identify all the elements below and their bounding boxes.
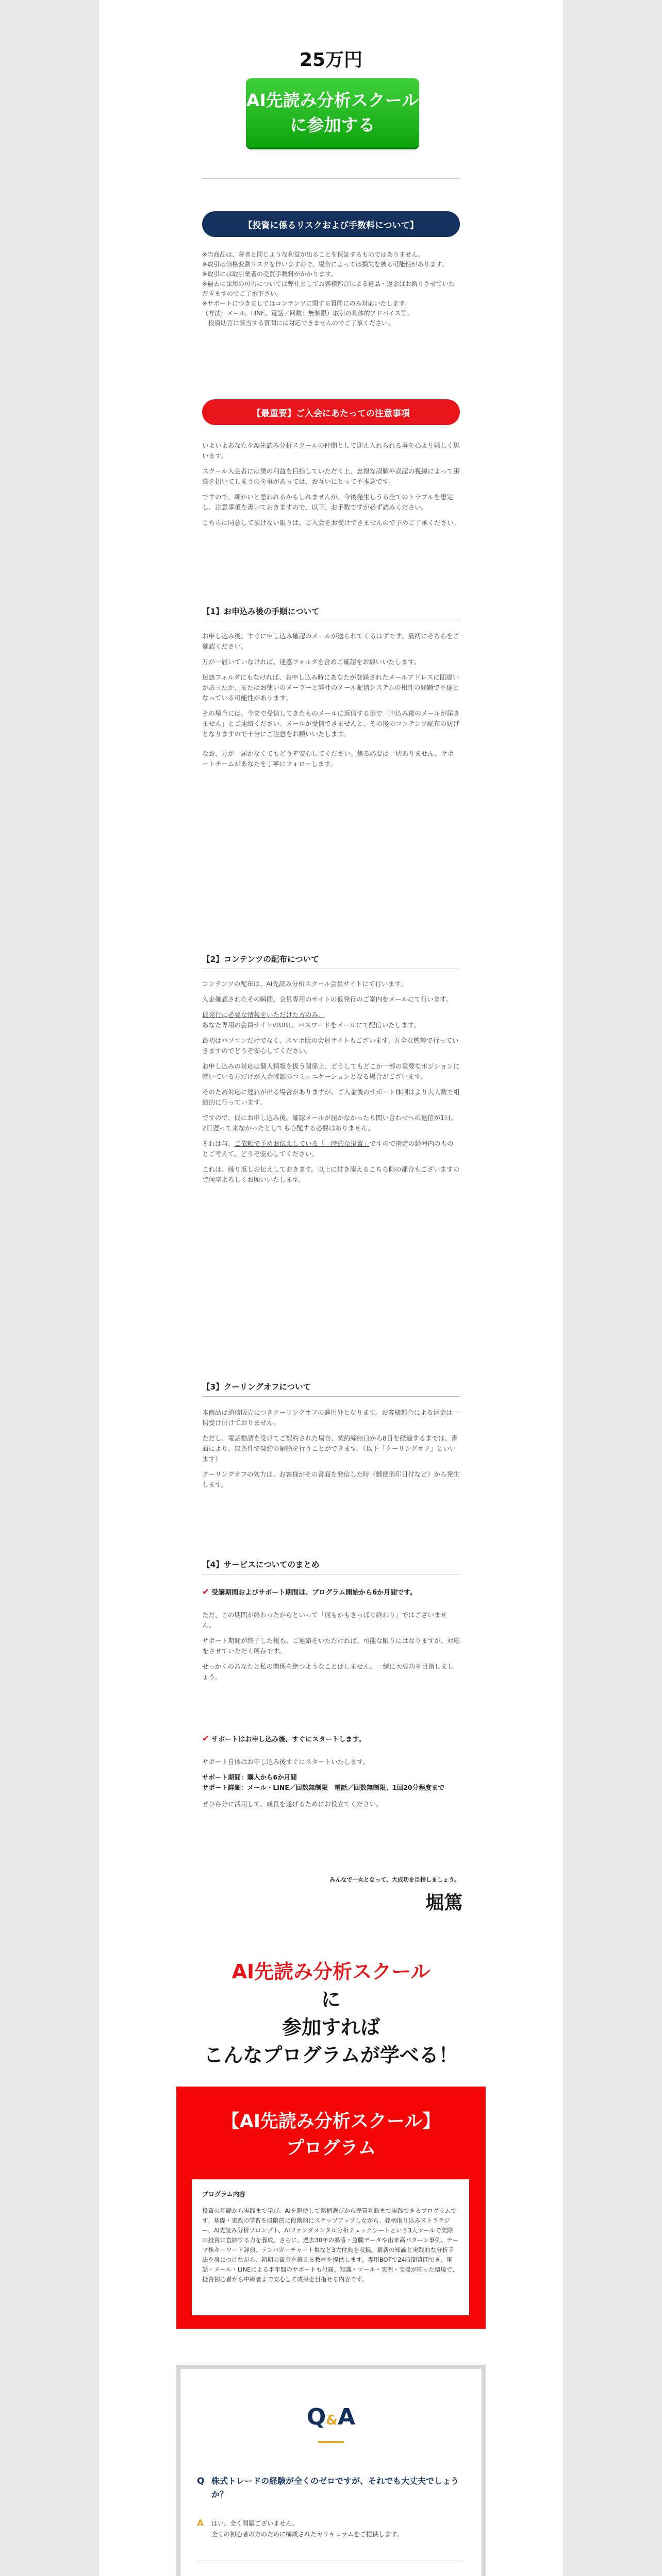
check-text: 受講期間およびサポート期間は、プログラム開始から6か月間です。 (211, 1589, 417, 1597)
section-2-text (202, 979, 460, 1190)
s3-para: 本商品は通信販売につきクーリングオフの適用外となります。お客様都合による返金は一切受け付けておりません。 (202, 1409, 459, 1427)
signature-line: みんなで一丸となって、大成功を目指しましょう。 (329, 1876, 460, 1883)
lead-line: こんなプログラムが学べる！ (204, 2044, 458, 2066)
s2-para: ですので、仮にお申し込み後、確認メールが届かなかったり問い合わせへの返信が1日、2日遅って来なかったとしても心配する必要はありません。 (202, 1114, 457, 1132)
check-item-period (202, 1587, 460, 1597)
signature-name: 堀篤 (425, 1892, 462, 1913)
s2-para: 最初はパソコンだけでなく、スマホ版の会員サイトもございます。万全な態勢で行っていきますのでどうぞ安心してください。 (202, 1037, 459, 1055)
risk-line: 投資助言に該当する質問には対応できませんのでご了承ください。 (208, 319, 394, 327)
s4-para: サポート期間が終了した後も、ご連絡をいただければ、可能な限りにはなりますが、対応をさせていただく所存です。 (202, 1637, 460, 1655)
notice-para: スクール入会者には僕の利益を目指していただく上、忠報な誤解や誤認の視線によって困惑を招いてしまうのを事があっては、お互いにとって不本意です。 (202, 467, 460, 485)
section-1-title: 【1】お申込み後の手順について (202, 605, 460, 621)
program-title: 【AI先読み分析スクール】 (221, 2111, 441, 2132)
sales-page (99, 0, 563, 2576)
s4-para: サポート自体はお申し込み後すぐにスタートいたします。 (202, 1758, 370, 1766)
question-icon (197, 2574, 204, 2576)
section-4-title: 【4】サービスについてのまとめ (202, 1558, 460, 1574)
faq-title-amp: & (326, 2413, 338, 2428)
risk-heading: 【投資に係るリスクおよび手数料について】 (202, 211, 460, 237)
lead-line: に (321, 1988, 341, 2011)
s2-para: コンテンツの配布は、AI先読み分析スクール会員サイトにて行います。 (202, 980, 407, 988)
lead-line: AI先読み分析スクール (231, 1960, 431, 1983)
section-4-text-1 (202, 1610, 460, 1687)
s2-para: あなた専用の会員サイトのURL、パスワードをメールにて配信いたします。 (202, 1021, 420, 1029)
faq-title-q: Q (306, 2404, 326, 2430)
risk-line: ※取引には取引業者の売買手数料がかかります。 (202, 270, 337, 278)
faq-answer (197, 2518, 465, 2540)
faq-section (176, 2365, 486, 2576)
s1-para: なお、万が一届かなくてもどうぞ安心してください。焦る必要は一切ありません。サポートチームがあなたを丁寧にフォローします。 (202, 750, 454, 768)
notice-para: ですので、細かいと思われるかもしれませんが、今後発生しうる全てのトラブルを想定し、注意事項を書いておきますので、以下、お手数ですが必ず読みください。 (202, 493, 453, 511)
faq-answer-text: はい、全く問題ございません。 全くの初心者の方のために構成されたカリキュラムをご提供します。 (211, 2520, 403, 2538)
check-icon: ✔ (202, 1734, 210, 1744)
s1-para: その場合には、今まで受信してきたものメールに返信する形で「申込み後のメールが届きません」とご連絡ください。メールが受信できませんと、その後のコンテンツ配布の妨げとなりますので十分にご注意をお願いいたします。 (202, 709, 460, 738)
question-icon: Q (197, 2476, 205, 2486)
s3-para: ただし、電話勧誘を受けてご契約された場合、契約締結日から8日を経過するまでは、書面により、無条件で契約の解除を行うことができます。（以下「クーリングオフ」といいます） (202, 1434, 458, 1463)
notice-text (202, 440, 460, 533)
program-box (176, 2087, 486, 2329)
s2-para: お申し込みの対応は個人情報を扱う関係上、どうしてもどこか一部の重要なポジションに就いている方だけが入金確認のコミュニケーションとなる場合がございます。 (202, 1062, 460, 1080)
s4-para: ぜひ存分に活用して、成長を遂げるためにお役立てください。 (202, 1800, 383, 1808)
s4-para: ただ、この期間が終わったからといって「何もかもきっぱり終わり」ではございません。 (202, 1611, 447, 1629)
cta-line2: に参加する (290, 115, 375, 135)
risk-line: ※当商品は、著者と同じような利益が出ることを保証するものではありません。 (202, 251, 424, 258)
program-content-card (192, 2179, 469, 2315)
risk-line: ※サポートにつきましてはコンテンツに関する質問にのみ対応いたします。 (202, 300, 411, 307)
support-detail: サポート詳細：メール・LINE／回数無制限 電話／回数無制限、1回20分程度まで (202, 1784, 444, 1791)
s2-text: ですので指定の範囲内のものとご考えて、どうぞ安心してください。 (202, 1140, 454, 1158)
lead-line: 参加すれば (282, 2016, 380, 2039)
faq-title-underline (318, 2441, 344, 2443)
notice-para: こちらに同意して頂けない限りは、ご入会をお受けできませんので予めご了承ください。 (202, 519, 460, 527)
risk-line: ※取引は価格変動リスクを伴いますので、場合によっては損失を被る可能性があります。 (202, 261, 448, 268)
faq-title (180, 2404, 482, 2430)
s2-para: 入金確認されたその瞬間、会員専用のサイトの仮発行のご案内をメールにて行います。 (202, 995, 453, 1003)
s3-para: クーリングオフの効力は、お客様がその書面を発信した時（郵便消印日付など）から発生します。 (202, 1470, 460, 1488)
s2-para: これは、縁り返しお伝えしておきます。以上に付き添えるこちら側の都合もございますので何卒よろしくお願いいたします。 (202, 1165, 460, 1183)
faq-question-text: 株式トレードの経験が全くのゼロですが、それでも大丈夫でしょうか？ (211, 2476, 459, 2499)
notice-heading: 【最重要】ご入会にあたっての注意事項 (202, 399, 460, 425)
section-4-text-2 (202, 1757, 460, 1815)
program-content: 投資の基礎から実践まで学び、AIを駆使して銘柄選びから売買判断まで実践できるプログラムです。基礎・実践の学習を段階的に段階的にステップアップしながら、銘柄取り込みストラテジー、AI先読み分析プロンプト、AIファンダメンタル分析チェックシートという3大ツールで実際の投資に直結する力を養成。さらに、過去30年の暴落・急騰データや出来高パターン事例、テーマ株キーワード辞典、テンバガーチャート集など3大付典を収録。最新の知識と実践的な分析手法を身につけながら、初期の資金を殺える教材を提供します。専用BOTで24時間質問でき、電話・メール・LINEによる半年間のサポートも付属。知識・ツール・実例・支援が揃った環境で、投資初心者から中級者まで安心して成果を目指せる内容です。 (202, 2207, 459, 2283)
faq-title-a: A (338, 2404, 356, 2430)
answer-icon: A (197, 2518, 204, 2529)
s2-underline: ご依頼で予めお伝えしている「一時的な措置」 (234, 1140, 370, 1147)
s1-para: 迷惑フォルダにもなければ、お申し込み時にあなたが登録されたメールアドレスに間違いがあったか、またはお使いのメーラーと弊社のメール配信システムの相性の問題で不達となっている可能性があります。 (202, 673, 459, 702)
support-period: サポート期間：購入から6か月間 (202, 1773, 297, 1781)
section-1-text (202, 631, 460, 774)
divider (202, 178, 460, 179)
check-text: サポートはお申し込み後、すぐにスタートします。 (211, 1736, 366, 1743)
section-3-text (202, 1408, 460, 1495)
notice-para: いよいよあなたをAI先読み分析スクールの仲間として迎え入れられる事を心より嬉しく思います。 (202, 442, 460, 460)
program-content-label: プログラム内容 (202, 2191, 245, 2198)
s1-para: 万が一届いていなければ、迷惑フォルダを含めご確認をお願いいたします。 (202, 658, 420, 666)
program-subtitle: プログラム (286, 2138, 376, 2159)
program-lead (99, 1958, 563, 2069)
s2-underline: 仮発行に必要な情報をいただけた方のみ、 (202, 1011, 325, 1019)
cta-line1: AI先読み分析スクール (246, 90, 419, 110)
risk-text (202, 250, 460, 328)
section-2-title: 【2】コンテンツの配布について (202, 953, 460, 969)
s2-para: そのため対応に遅れが出る場合がありますが、ご入金後のサポート体制はより大人数で組織的に行っています。 (202, 1088, 460, 1106)
faq-question (197, 2574, 465, 2576)
check-item-support (202, 1734, 460, 1744)
section-3-title: 【3】クーリングオフについて (202, 1381, 460, 1397)
risk-line: ※過去に採用の可否については弊社としてお客様都合による返品・返金はお断りさせていただきますのでご了承下さい。 (202, 280, 455, 297)
risk-line: （方法：メール、LINE、電話／回数：無制限）取引の具体的アドバイス等、 (202, 310, 413, 317)
s4-para: せっかくのあなたと私の関係を絶つようなことはしません。一緒に大成功を目指しましょう。 (202, 1663, 454, 1681)
check-icon: ✔ (202, 1587, 210, 1597)
s1-para: お申し込み後、すぐに申し込み確認のメールが送られてくるはずです。最初にそちらをご確認ください。 (202, 632, 460, 650)
s2-text: それは与、 (202, 1140, 235, 1147)
join-school-button[interactable] (246, 78, 419, 147)
price-text: 25万円 (299, 49, 363, 71)
faq-question (197, 2475, 465, 2501)
